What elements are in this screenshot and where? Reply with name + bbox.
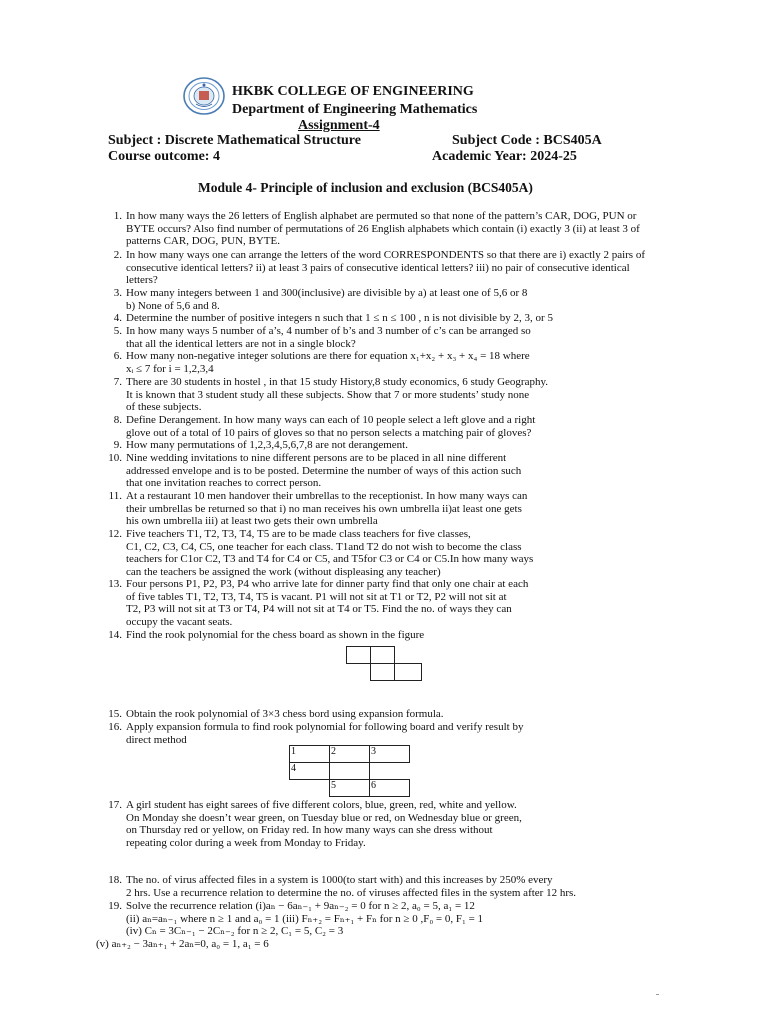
question-number: 1. xyxy=(113,210,122,222)
question-number: 17. xyxy=(108,799,122,811)
question-line: Nine wedding invitations to nine different persons are to be placed in all nine different xyxy=(126,452,507,464)
question-line: Solve the recurrence relation (i)aₙ − 6aₙ₋₁ + 9aₙ₋₂ = 0 for n ≥ 2, a₀ = 5, a₁ = 12 xyxy=(126,900,475,912)
module-title: Module 4- Principle of inclusion and exclusion (BCS405A) xyxy=(198,180,533,195)
question-text xyxy=(126,414,535,439)
question-text xyxy=(126,439,408,452)
board-cell xyxy=(370,646,395,664)
question-line: consecutive identical letters? ii) at least 3 pairs of consecutive identical letters? iii) no pair of consecutive identical xyxy=(126,261,630,274)
board-cell-label: 6 xyxy=(371,780,376,791)
question-text xyxy=(126,452,521,490)
board-cell xyxy=(329,745,370,763)
question-line: There are 30 students in hostel , in that 15 study History,8 study economics, 6 study Geography. xyxy=(126,376,549,388)
question-line: xᵢ ≤ 7 for i = 1,2,3,4 xyxy=(126,362,214,375)
department-name: Department of Engineering Mathematics xyxy=(232,102,478,117)
question-line: patterns CAR, DOG, PUN, BYTE. xyxy=(126,235,280,248)
board-cell xyxy=(394,663,422,681)
question-line: On Monday she doesn’t wear green, on Tuesday blue or red, on Wednesday blue or green, xyxy=(126,811,522,824)
course-outcome-label: Course outcome: 4 xyxy=(108,149,220,164)
question-line: of these subjects. xyxy=(126,401,202,414)
question-line: teachers for C1or C2, T3 and T4 for C4 or C5, and T5for C3 or C4 or C5.In how many ways xyxy=(126,553,534,566)
question-line: addressed envelope and is to be posted. Determine the number of ways of this action such xyxy=(126,464,522,477)
question-line: that one invitation reaches to correct person. xyxy=(126,477,322,490)
board-cell xyxy=(346,646,371,664)
question-text xyxy=(126,312,553,325)
board-cell xyxy=(329,762,370,780)
question-number: 13. xyxy=(108,578,122,590)
academic-year-label: Academic Year: 2024-25 xyxy=(432,149,577,164)
question-line: C1, C2, C3, C4, C5, one teacher for each class. T1and T2 do not wish to become the class xyxy=(126,540,522,553)
question-number: 9. xyxy=(113,439,122,451)
question-line: T2, P3 will not sit at T3 or T4, P4 will not sit at T4 or T5. Find the no. of ways they can xyxy=(126,603,512,616)
question-text xyxy=(126,578,528,628)
question-line: of five tables T1, T2, T3, T4, T5 is vacant. P1 will not sit at T1 or T2, P2 will not sit at xyxy=(126,590,507,603)
question-line: his own umbrella iii) at least two gets their own umbrella xyxy=(126,515,378,528)
question-text xyxy=(126,249,645,287)
board-cell-label: 3 xyxy=(371,746,376,757)
question-number: 15. xyxy=(108,708,122,720)
question-line: It is known that 3 student study all these subjects. Show that 7 or more students’ study none xyxy=(126,388,530,401)
question-number: 4. xyxy=(113,312,122,324)
assignment-title: Assignment-4 xyxy=(298,118,380,133)
board-cell xyxy=(369,779,410,797)
question-line: How many non-negative integer solutions are there for equation x₁+x₂ + x₃ + x₄ = 18 where xyxy=(126,350,530,362)
board-cell xyxy=(369,745,410,763)
question-line: The no. of virus affected files in a system is 1000(to start with) and this increases by 250% every xyxy=(126,874,553,886)
page-mark xyxy=(656,994,659,995)
question-line: on Thursday red or yellow, on Friday red. In how many ways can she dress without xyxy=(126,824,493,837)
question-text xyxy=(126,350,530,375)
question-line: glove out of a total of 10 pairs of gloves so that no person selects a matching pair of gloves? xyxy=(126,426,532,439)
question-text xyxy=(96,900,484,950)
question-line: b) None of 5,6 and 8. xyxy=(126,299,220,312)
question-text xyxy=(126,528,533,578)
question-line: How many integers between 1 and 300(inclusive) are divisible by a) at least one of 5,6 or 8 xyxy=(126,287,528,299)
question-number: 2. xyxy=(113,249,122,261)
question-text xyxy=(126,799,522,849)
question-text xyxy=(126,629,424,642)
question-line: In how many ways 5 number of a’s, 4 number of b’s and 3 number of c’s can be arranged so xyxy=(126,325,531,337)
question-line: can the teachers be assigned the work (without displeasing any teacher) xyxy=(126,565,441,578)
question-line: Define Derangement. In how many ways can each of 10 people select a left glove and a right xyxy=(126,414,536,426)
question-line: BYTE occurs? Also find number of permutations of 26 English alphabets which contain (i) exactly 3 (ii) at least 3 of xyxy=(126,222,640,235)
question-line: In how many ways one can arrange the letters of the word CORRESPONDENTS so that there are i) exactly 2 pairs of xyxy=(126,249,645,261)
question-line: (ii) aₙ=aₙ₋₁ where n ≥ 1 and a₀ = 1 (iii) Fₙ₊₂ = Fₙ₊₁ + Fₙ for n ≥ 0 ,F₀ = 0, F₁ = 1 xyxy=(126,912,484,925)
question-line: Find the rook polynomial for the chess board as shown in the figure xyxy=(126,629,425,641)
subject-code-label: Subject Code : BCS405A xyxy=(452,133,602,148)
question-text xyxy=(126,708,444,721)
question-text xyxy=(126,376,548,414)
question-line: (iv) Cₙ = 3Cₙ₋₁ − 2Cₙ₋₂ for n ≥ 2, C₁ = 5, C₂ = 3 xyxy=(126,925,344,938)
question-number: 11. xyxy=(108,490,122,502)
question-line: direct method xyxy=(126,733,187,746)
question-line: letters? xyxy=(126,274,158,287)
question-text xyxy=(126,210,640,248)
question-text xyxy=(126,325,531,350)
board-cell xyxy=(329,779,370,797)
question-number: 12. xyxy=(108,528,122,540)
question-text xyxy=(126,287,527,312)
board-cell xyxy=(289,745,330,763)
question-line: Obtain the rook polynomial of 3×3 chess bord using expansion formula. xyxy=(126,708,444,720)
question-number: 7. xyxy=(113,376,122,388)
question-number: 19. xyxy=(108,900,122,912)
question-line: their umbrellas be returned so that i) no man receives his own umbrella ii)at least one gets xyxy=(126,502,522,515)
question-text xyxy=(126,721,523,746)
question-line: occupy the vacant seats. xyxy=(126,615,233,628)
question-number: 6. xyxy=(113,350,122,362)
question-number: 16. xyxy=(108,721,122,733)
board-cell-label: 5 xyxy=(331,780,336,791)
board-cell xyxy=(289,762,330,780)
question-number: 10. xyxy=(108,452,122,464)
question-number: 5. xyxy=(113,325,122,337)
question-line: (v) aₙ₊₂ − 3aₙ₊₁ + 2aₙ=0, a₀ = 1, a₁ = 6 xyxy=(96,937,269,950)
board-cell-label: 2 xyxy=(331,746,336,757)
question-line: 2 hrs. Use a recurrence relation to determine the no. of viruses affected files in the system after 12 hrs. xyxy=(126,886,577,899)
question-line: Five teachers T1, T2, T3, T4, T5 are to be made class teachers for five classes, xyxy=(126,528,471,540)
question-text xyxy=(126,874,576,899)
board-cell-label: 4 xyxy=(291,763,296,774)
college-logo-icon xyxy=(182,76,226,116)
question-line: Determine the number of positive integers n such that 1 ≤ n ≤ 100 , n is not divisible by 2, 3, or 5 xyxy=(126,312,553,324)
question-line: In how many ways the 26 letters of English alphabet are permuted so that none of the pattern’s CAR, DOG, PUN or xyxy=(126,210,637,222)
question-number: 8. xyxy=(113,414,122,426)
question-number: 18. xyxy=(108,874,122,886)
question-line: At a restaurant 10 men handover their umbrellas to the receptionist. In how many ways can xyxy=(126,490,528,502)
question-number: 14. xyxy=(108,629,122,641)
question-line: that all the identical letters are not in a single block? xyxy=(126,337,356,350)
question-line: Apply expansion formula to find rook polynomial for following board and verify result by xyxy=(126,721,524,733)
question-text xyxy=(126,490,527,528)
question-number: 3. xyxy=(113,287,122,299)
question-line: Four persons P1, P2, P3, P4 who arrive late for dinner party find that only one chair at each xyxy=(126,578,529,590)
question-line: repeating color during a week from Monday to Friday. xyxy=(126,836,366,849)
college-name: HKBK COLLEGE OF ENGINEERING xyxy=(232,84,474,99)
subject-label: Subject : Discrete Mathematical Structure xyxy=(108,133,361,148)
question-line: How many permutations of 1,2,3,4,5,6,7,8 are not derangement. xyxy=(126,439,408,451)
question-line: A girl student has eight sarees of five different colors, blue, green, red, white and yellow. xyxy=(126,799,517,811)
board-cell xyxy=(370,663,395,681)
document-header xyxy=(182,76,602,136)
board-cell-label: 1 xyxy=(291,746,296,757)
